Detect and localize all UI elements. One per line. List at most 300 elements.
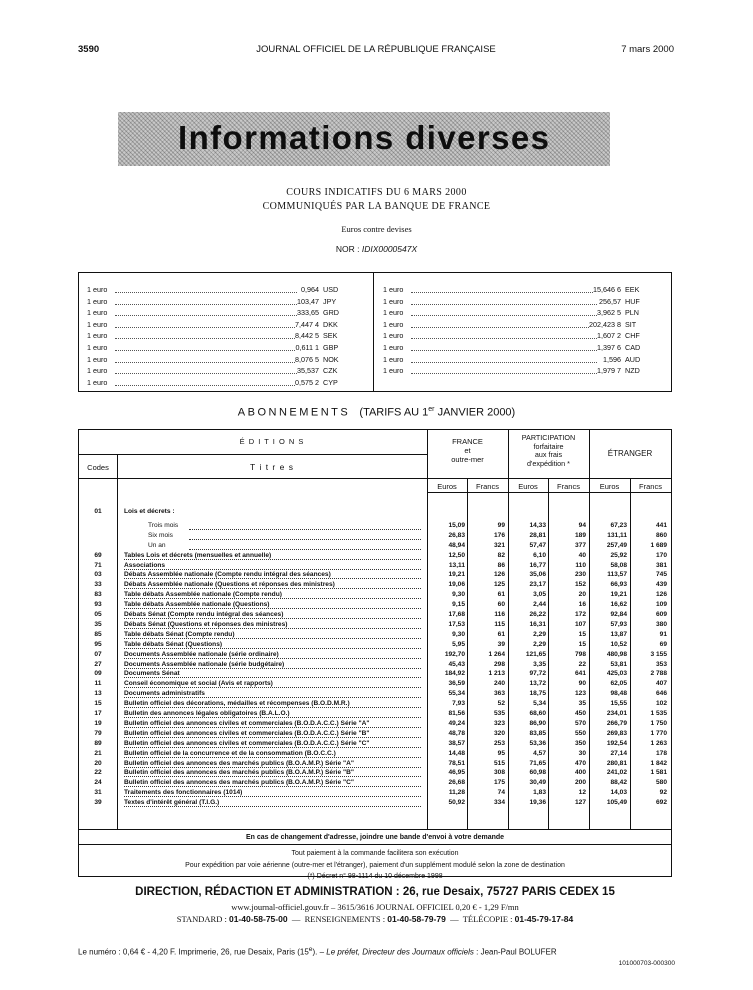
document-reference: 101000703-000300: [618, 960, 675, 967]
row-title: Débats Sénat (Questions et réponses des ministres): [124, 620, 288, 628]
row-value-ff: 308: [493, 769, 505, 777]
row-value-ff: 126: [493, 571, 505, 579]
row-value-pf: 90: [578, 680, 586, 688]
rate-value: 3,962 5: [597, 308, 621, 318]
row-value-pe: 2,29: [533, 630, 546, 638]
row-value-ee: 266,79: [606, 719, 627, 727]
row-value-ff: 60: [497, 601, 505, 609]
row-value-ef: 580: [655, 779, 667, 787]
row-value-ff: 74: [497, 789, 505, 797]
row-value-fe: 38,57: [448, 739, 465, 747]
row-value-ef: 407: [655, 680, 667, 688]
row-value-ef: 91: [659, 630, 667, 638]
row-value-ef: 380: [655, 620, 667, 628]
row-value-pf: 189: [574, 531, 586, 539]
table-row: [79, 601, 671, 611]
row-value-ef: 1 842: [650, 759, 667, 767]
row-value-pe: 53,36: [529, 739, 546, 747]
rate-dots: [411, 373, 597, 374]
rate-dots: [115, 373, 297, 374]
rate-currency: USD: [323, 285, 339, 294]
row-value-ee: 10,52: [610, 640, 627, 648]
row-value-ef: 1 770: [650, 729, 667, 737]
rate-row: [383, 308, 663, 320]
row-value-ff: 39: [497, 640, 505, 648]
row-value-pe: 18,75: [529, 690, 546, 698]
rate-row: [87, 320, 359, 332]
direction-block: [78, 886, 672, 924]
rate-label: 1 euro: [87, 319, 108, 329]
row-value-ff: 1 213: [488, 670, 505, 678]
table-row: [79, 631, 671, 641]
row-value-ee: 19,21: [610, 591, 627, 599]
payment-note-2: Pour expédition par voie aérienne (outre-mer et l'étranger), paiement d'un supplément modulé selon la zone de destination: [185, 861, 565, 869]
table-row: [79, 571, 671, 581]
rate-label: 1 euro: [383, 342, 404, 352]
rate-currency: AUD: [625, 354, 641, 364]
rate-value: 0,964: [301, 285, 319, 294]
row-title: Table débats Sénat (Compte rendu): [124, 630, 235, 638]
row-value-pe: 6,10: [533, 551, 546, 559]
exchange-rates-box: [78, 272, 672, 392]
nor-value: IDIX0000547X: [361, 244, 418, 254]
row-value-ff: 115: [494, 620, 505, 628]
france-header-line2: et: [464, 446, 471, 455]
rate-currency: SIT: [625, 319, 637, 329]
row-value-fe: 45,43: [448, 660, 465, 668]
row-value-ee: 192,54: [606, 739, 627, 747]
subscriptions-table: [78, 429, 672, 877]
table-row: [79, 779, 671, 789]
row-value-pf: 22: [578, 660, 586, 668]
rate-label: 1 euro: [87, 342, 108, 352]
row-value-ef: 69: [659, 640, 667, 648]
rate-value: 1,596: [603, 354, 621, 364]
exchange-heading-line2: COMMUNIQUÉS PAR LA BANQUE DE FRANCE: [262, 201, 491, 212]
rate-label: 1 euro: [87, 308, 108, 318]
table-row: [79, 611, 671, 621]
row-value-ee: 234,01: [606, 710, 627, 717]
direction-address: DIRECTION, RÉDACTION ET ADMINISTRATION : 26, rue Desaix, 75727 PARIS CEDEX 15: [135, 886, 615, 898]
row-title: Trois mois: [148, 521, 179, 529]
imprint-end: ). –: [312, 947, 327, 957]
row-value-ff: 61: [497, 630, 505, 638]
row-value-ef: 92: [659, 789, 667, 797]
row-title: Documents Assemblée nationale (série ordinaire): [124, 650, 279, 658]
row-value-ff: 61: [497, 591, 505, 599]
row-value-fe: 49,24: [448, 719, 465, 727]
row-code: 79: [94, 729, 102, 737]
rate-row: [87, 285, 359, 297]
rate-row: [87, 343, 359, 355]
row-value-ff: 86: [497, 561, 505, 569]
row-value-pf: 350: [574, 739, 586, 747]
row-value-pe: 14,33: [529, 521, 546, 529]
header-line: [79, 478, 671, 479]
row-value-ef: 102: [655, 700, 667, 708]
row-value-pe: 23,17: [529, 581, 546, 589]
row-code: 22: [94, 769, 102, 777]
etranger-euros-header: Euros: [599, 482, 620, 491]
row-value-fe: 78,51: [448, 759, 465, 767]
row-dots: [124, 727, 421, 728]
rate-value: 103,47: [297, 296, 319, 306]
rate-dots: [115, 338, 297, 339]
row-value-pf: 107: [574, 620, 586, 628]
row-code: 15: [94, 700, 102, 708]
row-value-fe: 48,78: [448, 729, 465, 737]
prefet-title: Le préfet, Directeur des Journaux officiels: [326, 947, 474, 957]
rate-label: 1 euro: [87, 331, 108, 341]
table-row: [79, 651, 671, 661]
rate-currency: GBP: [323, 342, 339, 352]
row-value-ef: 646: [655, 690, 667, 698]
row-value-ef: 441: [655, 521, 667, 529]
row-value-ee: 113,57: [607, 571, 627, 579]
exchange-heading-line1: COURS INDICATIFS DU 6 MARS 2000: [286, 187, 467, 198]
exchange-subtitle: Euros contre devises: [341, 224, 412, 234]
codes-header: Codes: [87, 463, 109, 472]
row-code: 13: [94, 690, 102, 698]
row-value-pe: 86,90: [529, 719, 546, 727]
rate-currency: NOK: [323, 354, 339, 364]
row-title: Tables Lois et décrets (mensuelles et annuelle): [124, 551, 272, 559]
row-value-pe: 97,72: [529, 670, 546, 678]
row-code: 95: [94, 640, 102, 648]
etranger-header: ÉTRANGER: [607, 449, 653, 458]
row-value-pf: 123: [574, 690, 586, 698]
row-value-ff: 95: [497, 749, 505, 757]
row-dots: [124, 747, 421, 748]
row-value-pf: 230: [574, 571, 586, 579]
row-title: Six mois: [148, 531, 173, 539]
section-title: Informations diverses: [178, 119, 551, 156]
row-value-ef: 353: [655, 660, 667, 668]
row-value-pf: 15: [578, 630, 586, 638]
row-value-ef: 170: [655, 551, 667, 559]
row-value-pe: 83,85: [529, 729, 546, 737]
rate-value: 333,65: [297, 308, 319, 318]
row-value-fe: 55,34: [448, 690, 465, 698]
row-value-ff: 298: [493, 660, 505, 668]
row-value-ee: 480,98: [606, 650, 627, 658]
rate-value: 256,57: [599, 296, 621, 306]
rate-label: 1 euro: [87, 296, 108, 306]
row-value-pf: 94: [578, 521, 586, 529]
row-dots: [124, 707, 421, 708]
row-code: 27: [94, 660, 102, 668]
web-line: www.journal-officiel.gouv.fr – 3615/3616 JOURNAL OFFICIEL 0,20 € - 1,29 F/mn: [231, 902, 519, 912]
row-value-ee: 13,87: [610, 630, 627, 638]
table-row: [79, 591, 671, 601]
row-value-ee: 105,49: [606, 799, 627, 807]
row-value-pf: 35: [578, 700, 586, 708]
rate-label: 1 euro: [383, 285, 404, 294]
rate-label: 1 euro: [383, 308, 404, 318]
table-row: [79, 581, 671, 591]
row-title: Traitements des fonctionnaires (1014): [124, 789, 243, 797]
rate-dots: [411, 362, 597, 363]
rate-dots: [115, 362, 297, 363]
row-value-ff: 515: [493, 759, 505, 767]
row-value-pe: 28,81: [529, 531, 546, 539]
row-value-ef: 745: [655, 571, 667, 579]
row-value-ef: 692: [655, 799, 667, 807]
row-value-pe: 16,31: [529, 620, 546, 628]
table-row: [79, 542, 671, 552]
row-value-pe: 2,44: [533, 601, 546, 609]
row-value-ef: 1 750: [650, 719, 667, 727]
row-value-ee: 269,83: [606, 729, 627, 737]
row-code: 35: [94, 620, 102, 628]
row-value-ef: 3 155: [650, 650, 667, 658]
rate-dots: [115, 292, 297, 293]
row-dots: [189, 549, 421, 550]
rate-value: 202,423 8: [589, 319, 621, 329]
row-value-fe: 184,92: [444, 670, 465, 678]
rate-row: [87, 366, 359, 378]
row-title: Bulletin des annonces légales obligatoires (B.A.L.O.): [124, 710, 290, 717]
table-row: [79, 730, 671, 740]
row-value-pf: 127: [574, 799, 586, 807]
row-value-pf: 798: [574, 650, 586, 658]
row-dots: [124, 806, 421, 807]
row-value-ee: 53,81: [610, 660, 627, 668]
row-value-ee: 66,93: [610, 581, 627, 589]
rate-value: 1,979 7: [597, 366, 621, 376]
row-title: Textes d'intérêt général (T.I.G.): [124, 799, 220, 807]
rate-dots: [411, 338, 597, 339]
imprint-text: Le numéro : 0,64 € - 4,20 F. Imprimerie, 26, rue Desaix, Paris (15: [78, 947, 309, 957]
row-dots: [124, 717, 421, 718]
rate-currency: CYP: [323, 377, 338, 387]
rate-dots: [411, 292, 597, 293]
table-row: [79, 641, 671, 651]
row-dots: [124, 598, 421, 599]
row-dots: [124, 658, 421, 659]
row-value-ef: 126: [655, 591, 667, 599]
telecopie-number: 01-45-79-17-84: [514, 914, 574, 924]
rate-currency: EEK: [625, 285, 640, 294]
row-title: Un an: [148, 541, 166, 549]
row-value-pe: 3,35: [533, 660, 546, 668]
rate-row: [87, 355, 359, 367]
row-code: 05: [94, 611, 102, 618]
row-value-ff: 535: [493, 710, 505, 717]
rate-dots: [411, 304, 597, 305]
row-dots: [124, 569, 421, 570]
rate-currency: PLN: [625, 308, 639, 318]
row-dots: [124, 786, 421, 787]
rate-currency: CZK: [323, 366, 338, 376]
row-code: 17: [94, 710, 102, 717]
row-value-pe: 2,29: [533, 640, 546, 648]
row-code: 39: [94, 799, 102, 807]
row-value-pf: 400: [574, 769, 586, 777]
rate-row: [383, 320, 663, 332]
row-title: Bulletin officiel des annonces civiles et commerciales (B.O.D.A.C.C.) Série "A": [124, 719, 370, 727]
rate-label: 1 euro: [383, 319, 404, 329]
row-code: 20: [94, 759, 102, 767]
france-francs-header: Francs: [476, 482, 499, 491]
renseignements-number: 01-40-58-79-79: [387, 914, 446, 924]
row-dots: [124, 588, 421, 589]
row-dots: [189, 529, 421, 530]
row-value-fe: 11,28: [448, 789, 465, 797]
row-code: 83: [94, 591, 102, 599]
rate-value: 8,076 5: [295, 354, 319, 364]
row-value-ff: 82: [497, 551, 505, 559]
row-title: Bulletin officiel de la concurrence et de la consommation (B.O.C.C.): [124, 749, 336, 757]
rate-label: 1 euro: [383, 331, 404, 341]
row-dots: [124, 648, 421, 649]
rate-value: 15,646 6: [593, 285, 621, 294]
etranger-francs-header: Francs: [639, 482, 662, 491]
table-row: [79, 562, 671, 572]
row-value-fe: 81,56: [448, 710, 465, 717]
table-row: [79, 750, 671, 760]
tariffs-sup: er: [428, 406, 435, 413]
rate-dots: [115, 315, 297, 316]
row-value-ef: 1 689: [650, 541, 667, 549]
row-value-pf: 20: [578, 591, 586, 599]
row-dots: [124, 737, 421, 738]
rate-value: 35,537: [297, 366, 319, 376]
row-value-ee: 131,11: [607, 531, 627, 539]
row-code: 71: [94, 561, 102, 569]
table-row: [79, 532, 671, 542]
row-value-pe: 26,22: [529, 611, 546, 618]
row-dots: [124, 677, 421, 678]
row-value-ff: 52: [497, 700, 505, 708]
row-title: Bulletin officiel des annonces des marchés publics (B.O.A.M.P.) Série "B": [124, 769, 355, 777]
row-value-ff: 1 264: [488, 650, 505, 658]
rate-label: 1 euro: [383, 366, 404, 376]
rate-currency: HUF: [625, 296, 640, 306]
row-value-fe: 9,15: [452, 601, 465, 609]
row-title: Documents administratifs: [124, 690, 205, 698]
row-value-pf: 172: [574, 611, 586, 618]
imprint-sup: e: [308, 946, 313, 953]
imprint-line: [78, 946, 674, 957]
table-row: [79, 508, 671, 518]
row-code: 93: [94, 601, 102, 609]
row-value-pf: 450: [574, 710, 586, 717]
rate-row: [383, 285, 663, 297]
payment-notes: [78, 848, 672, 883]
rate-row: [383, 297, 663, 309]
payment-note-1: Tout paiement à la commande facilitera son exécution: [291, 850, 459, 857]
row-code: 07: [94, 650, 102, 658]
row-value-pf: 470: [574, 759, 586, 767]
journal-name: JOURNAL OFFICIEL DE LA RÉPUBLIQUE FRANÇAISE: [256, 44, 496, 55]
row-code: 89: [94, 739, 102, 747]
row-value-ff: 320: [493, 729, 505, 737]
row-title: Bulletin officiel des annonces des marchés publics (B.O.A.M.P.) Série "C": [124, 779, 355, 787]
participation-header-line2: forfaitaire: [533, 441, 564, 451]
row-dots: [124, 776, 421, 777]
row-value-ef: 1 535: [650, 710, 667, 717]
prefet-name: : Jean-Paul BOLUFER: [473, 947, 557, 957]
row-value-fe: 5,95: [452, 640, 465, 648]
row-dots: [124, 668, 421, 669]
table-row: [79, 710, 671, 720]
row-value-ff: 176: [493, 531, 505, 539]
row-value-pe: 57,47: [529, 541, 546, 549]
row-value-ef: 860: [655, 531, 667, 539]
subscriptions-heading: [0, 406, 753, 419]
row-value-pe: 71,65: [529, 759, 546, 767]
row-value-pe: 3,05: [533, 591, 546, 599]
rate-dots: [115, 350, 297, 351]
rate-row: [87, 378, 359, 390]
row-value-ff: 99: [497, 521, 505, 529]
row-value-ff: 323: [493, 719, 505, 727]
row-value-pf: 16: [578, 601, 586, 609]
issue-date: 7 mars 2000: [621, 44, 674, 55]
row-value-fe: 13,11: [448, 561, 465, 569]
rate-dots: [411, 315, 597, 316]
row-title: Documents Assemblée nationale (série budgétaire): [124, 660, 285, 668]
row-title: Débats Assemblée nationale (Compte rendu intégral des séances): [124, 571, 331, 579]
france-header-line3: outre-mer: [451, 455, 484, 464]
row-code: 19: [94, 719, 102, 727]
row-value-fe: 26,68: [448, 779, 465, 787]
rates-divider: [373, 273, 374, 391]
participation-header-line4: d'expédition *: [527, 458, 570, 468]
row-code: 03: [94, 571, 102, 579]
row-dots: [124, 618, 421, 619]
row-value-ee: 67,23: [610, 521, 627, 529]
table-row: [79, 680, 671, 690]
standard-label: STANDARD :: [176, 914, 227, 924]
row-value-ff: 253: [493, 739, 505, 747]
row-value-fe: 19,06: [448, 581, 465, 589]
row-value-pf: 40: [578, 551, 586, 559]
row-value-ff: 175: [493, 779, 505, 787]
row-title: Bulletin officiel des annonces civiles et commerciales (B.O.D.A.C.C.) Série "B": [124, 729, 370, 737]
row-value-fe: 12,50: [448, 551, 465, 559]
row-code: 01: [94, 508, 102, 515]
subscriptions-title: ABONNEMENTS: [237, 406, 351, 419]
row-title: Débats Assemblée nationale (Questions et réponses des ministres): [124, 581, 335, 589]
row-value-ee: 27,14: [610, 749, 627, 757]
table-row: [79, 799, 671, 809]
row-dots: [124, 796, 421, 797]
row-value-ee: 57,93: [610, 620, 627, 628]
row-value-fe: 14,48: [448, 749, 465, 757]
exchange-heading: [0, 186, 753, 214]
rate-currency: SEK: [323, 331, 338, 341]
rate-row: [383, 343, 663, 355]
row-title: Documents Sénat: [124, 670, 180, 678]
row-code: 24: [94, 779, 102, 787]
rate-dots: [115, 327, 297, 328]
row-value-fe: 192,70: [444, 650, 465, 658]
standard-number: 01-40-58-75-00: [228, 914, 288, 924]
row-value-pf: 377: [574, 541, 586, 549]
row-value-pe: 35,06: [529, 571, 546, 579]
row-value-ef: 1 263: [650, 739, 667, 747]
france-header-line1: FRANCE: [452, 437, 483, 446]
row-code: 31: [94, 789, 102, 797]
rate-value: 7,447 4: [295, 319, 319, 329]
table-row: [79, 621, 671, 631]
rate-row: [87, 297, 359, 309]
row-value-fe: 9,30: [452, 630, 465, 638]
row-value-pe: 13,72: [529, 680, 546, 688]
row-value-ee: 62,05: [610, 680, 627, 688]
